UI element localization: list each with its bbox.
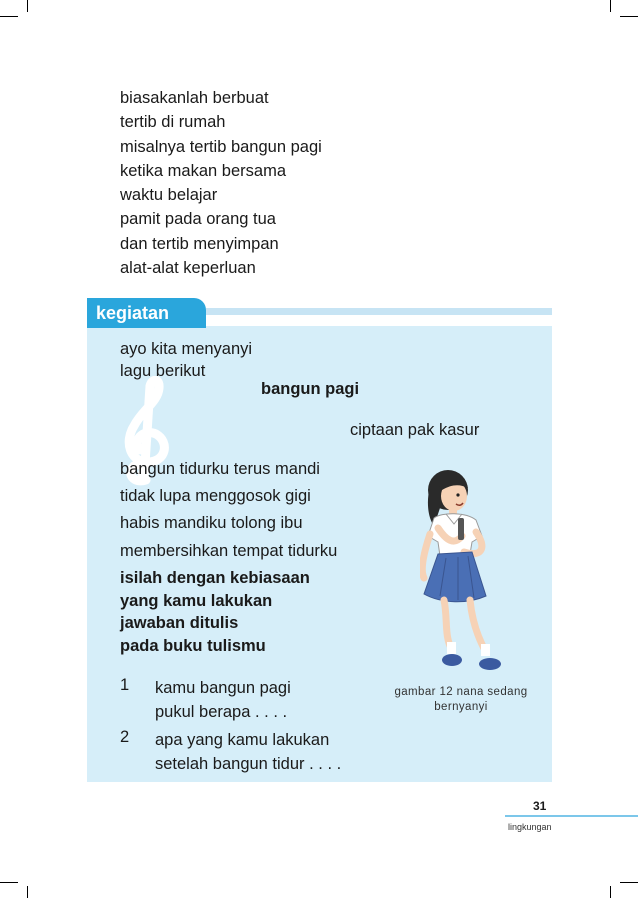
lyric-line: habis mandiku tolong ibu (120, 514, 303, 533)
song-credit: ciptaan pak kasur (350, 421, 480, 439)
instruction-line: isilah dengan kebiasaan (120, 569, 310, 587)
intro-line: waktu belajar (120, 186, 218, 205)
lyric-line: membersihkan tempat tidurku (120, 541, 338, 560)
crop-mark (620, 882, 638, 883)
question-line: kamu bangun pagi (155, 679, 291, 697)
crop-mark (0, 16, 18, 17)
question-text (155, 676, 291, 724)
intro-line: tertib di rumah (120, 113, 226, 132)
song-lyrics (120, 456, 337, 565)
question-number: 2 (120, 728, 130, 746)
question-line: pukul berapa . . . . (155, 703, 288, 721)
crop-mark (27, 886, 28, 898)
crop-mark (0, 882, 18, 883)
song-title: bangun pagi (261, 380, 360, 398)
question-line: setelah bangun tidur . . . . (155, 755, 342, 773)
page-number: 31 (533, 799, 547, 813)
activity-prompt (120, 338, 252, 382)
prompt-line: lagu berikut (120, 362, 206, 380)
activity-tab: kegiatan (87, 298, 206, 328)
intro-line: misalnya tertib bangun pagi (120, 137, 322, 156)
instruction-line: jawaban ditulis (120, 614, 239, 632)
prompt-line: ayo kita menyanyi (120, 340, 253, 358)
crop-mark (610, 0, 611, 12)
lyric-line: bangun tidurku terus mandi (120, 460, 320, 478)
crop-mark (620, 16, 638, 17)
instruction-line: pada buku tulismu (120, 636, 266, 655)
intro-line: dan tertib menyimpan (120, 234, 279, 253)
question-text (155, 728, 341, 776)
figure-caption: gambar 12 nana sedang bernyanyi (394, 686, 528, 713)
singing-girl-illustration (420, 462, 512, 680)
section-name: lingkungan (508, 822, 552, 832)
crop-mark (610, 886, 611, 898)
activity-instructions (120, 567, 310, 657)
intro-line: alat-alat keperluan (120, 259, 256, 278)
activity-header-line (206, 308, 552, 315)
crop-mark (27, 0, 28, 12)
question-number: 1 (120, 676, 130, 694)
intro-line: ketika makan bersama (120, 161, 286, 180)
question-line: apa yang kamu lakukan (155, 731, 330, 749)
lyric-line: tidak lupa menggosok gigi (120, 487, 311, 506)
footer-line (505, 815, 638, 817)
intro-text (120, 86, 322, 280)
intro-line: biasakanlah berbuat (120, 89, 269, 107)
intro-line: pamit pada orang tua (120, 210, 276, 229)
instruction-line: yang kamu lakukan (120, 591, 273, 610)
